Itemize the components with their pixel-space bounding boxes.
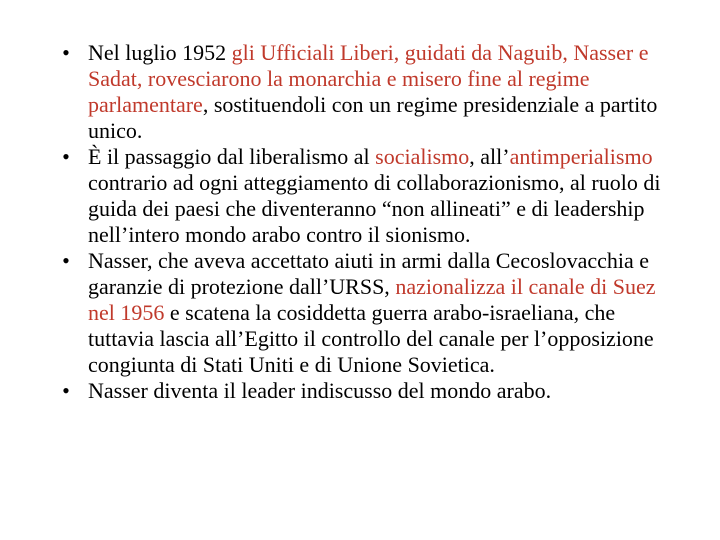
highlighted-text-segment: gli Ufficiali Liberi, guidati da Naguib, Nasser e Sadat, rovesciarono la monarchia e misero fine al regime parlamentare <box>88 40 649 117</box>
highlighted-text-segment: socialismo <box>375 144 470 169</box>
text-segment: , sostituendoli con un regime presidenziale a partito unico. <box>88 92 658 143</box>
bullet-item <box>56 378 666 404</box>
bullet-marker: • <box>62 40 70 65</box>
text-segment: e scatena la cosiddetta guerra arabo-israeliana, che tuttavia lascia all’Egitto il controllo del canale per l’opposizione congiunta di Stati Uniti e di Unione Sovietica. <box>88 300 654 377</box>
bullet-item <box>56 144 666 248</box>
bullet-item <box>56 40 666 144</box>
highlighted-text-segment: antimperialismo <box>509 144 653 169</box>
bullet-list <box>56 40 666 404</box>
bullet-text <box>88 144 660 247</box>
text-segment: Nasser, che aveva accettato aiuti in armi dalla Cecoslovacchia e garanzie di protezione dall’URSS, <box>88 248 650 299</box>
text-segment: È il passaggio dal liberalismo al <box>88 144 376 169</box>
bullet-marker: • <box>62 248 70 273</box>
text-segment: Nasser diventa il leader indiscusso del mondo arabo. <box>88 378 552 403</box>
bullet-marker: • <box>62 144 70 169</box>
text-segment: Nel luglio 1952 <box>88 40 232 65</box>
bullet-item <box>56 248 666 378</box>
text-segment: , all’ <box>469 144 510 169</box>
highlighted-text-segment: nazionalizza il canale di Suez nel 1956 <box>88 274 656 325</box>
bullet-marker: • <box>62 378 70 403</box>
text-segment: contrario ad ogni atteggiamento di collaborazionismo, al ruolo di guida dei paesi che diventeranno “non allineati” e di leadership nell’intero mondo arabo contro il sionismo. <box>88 170 661 247</box>
bullet-text <box>88 248 656 377</box>
bullet-text <box>88 378 551 403</box>
bullet-text <box>88 40 657 143</box>
